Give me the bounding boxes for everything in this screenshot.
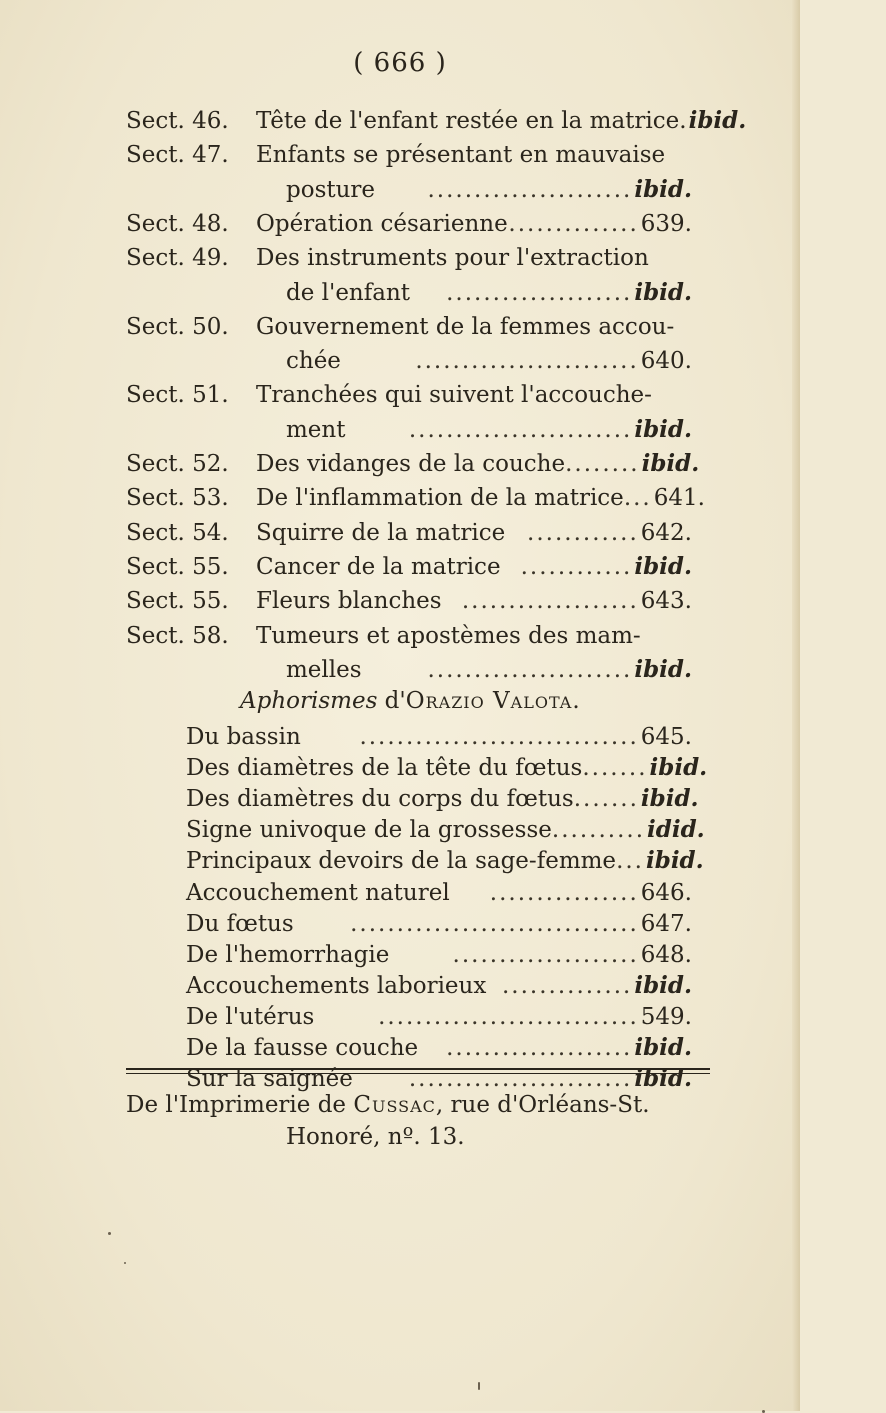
imprint-line-2: Honoré, nº. 13. <box>286 1124 465 1150</box>
entry-title: Tête de l'enfant restée en la matrice. <box>256 108 687 134</box>
aphorism-entry-line <box>186 938 692 972</box>
paper-speck <box>124 1262 126 1264</box>
aphorism-entry-line <box>186 1000 692 1034</box>
entry-title: posture <box>286 176 376 203</box>
leader-dots: ............ <box>520 553 633 580</box>
leader-dots: .......... <box>551 817 646 844</box>
page-reference: idid. <box>647 816 705 844</box>
section-entry-line <box>256 241 692 275</box>
entry-title: De l'utérus <box>186 1003 315 1030</box>
leader-dots: .............. <box>501 972 633 999</box>
entry-title: Squirre de la matrice <box>256 519 506 546</box>
section-entry-line <box>256 378 692 412</box>
section-number: Sect. 54. <box>126 519 229 546</box>
page-reference: ibid. <box>649 754 708 782</box>
entry-title: De la fausse couche <box>186 1035 419 1061</box>
page-reference: 639. <box>640 210 692 237</box>
leader-dots: ............................... <box>350 910 639 937</box>
section-number: Sect. 55. <box>126 588 229 615</box>
page-reference: 642. <box>640 519 692 546</box>
leader-dots: .............................. <box>359 724 639 750</box>
section-number: Sect. 51. <box>126 382 229 409</box>
leader-dots: ........................ <box>408 416 633 443</box>
page-reference: 643. <box>640 588 692 615</box>
page-reference: ibid. <box>634 1065 692 1093</box>
leader-dots: .................... <box>446 1035 633 1061</box>
aphorism-entry-line <box>186 969 692 1003</box>
aphorism-entry-line <box>186 907 692 941</box>
entry-title: de l'enfant <box>286 279 411 306</box>
section-number: Sect. 47. <box>126 142 229 169</box>
leader-dots: .............. <box>508 210 639 237</box>
page-reference: 647. <box>640 910 692 937</box>
section-entry-line <box>256 447 700 481</box>
leader-dots: ... <box>623 485 652 512</box>
aphorism-entry-line <box>186 876 692 910</box>
leader-dots: .................... <box>452 941 639 968</box>
imprint-line-1 <box>126 1090 726 1120</box>
section-entry-line <box>286 344 692 378</box>
entry-title: De l'hemorrhagie <box>186 941 390 968</box>
paper-speck <box>478 1382 480 1390</box>
section-number: Sect. 49. <box>126 245 229 272</box>
page-reference: 641. <box>653 485 705 512</box>
section-entry-line <box>256 584 692 618</box>
aphorism-entry-line <box>186 782 699 816</box>
page-edge <box>792 0 800 1411</box>
leader-dots: .................... <box>446 279 633 306</box>
imprint-printer: Cussac <box>353 1092 436 1118</box>
aphorisms-heading <box>240 684 581 718</box>
leader-dots: ........ <box>565 451 640 477</box>
entry-title: Principaux devoirs de la sage-femme <box>186 848 617 875</box>
end-rule <box>126 1068 710 1070</box>
section-entry-line <box>256 310 692 344</box>
page-reference: ibid. <box>634 278 692 306</box>
page-reference: 648. <box>640 941 692 968</box>
page-reference: ibid. <box>634 655 692 683</box>
page-reference: 646. <box>640 879 692 906</box>
aphorism-entry-line <box>186 813 705 847</box>
entry-title: Des diamètres du corps du fœtus <box>186 786 574 813</box>
page-reference: ibid. <box>646 847 704 875</box>
entry-title: Cancer de la matrice <box>256 553 501 580</box>
aphorism-entry-line <box>186 844 704 878</box>
entry-title: Tranchées qui suivent l'accouche- <box>256 382 652 409</box>
section-number: Sect. 46. <box>126 108 229 134</box>
leader-dots: ........................ <box>408 1066 633 1093</box>
entry-title: Enfants se présentant en mauvaise <box>256 142 666 169</box>
aphorisms-heading-italic: Aphorismes <box>240 688 378 714</box>
entry-title: ment <box>286 416 346 443</box>
section-entry-line <box>256 207 692 241</box>
imprint-suffix: , rue d'Orléans-St. <box>435 1092 650 1118</box>
entry-title: Signe univoque de la grossesse <box>186 817 552 844</box>
entry-title: De l'inflammation de la matrice <box>256 485 624 512</box>
aphorism-entry-line <box>186 720 692 754</box>
page-reference: ibid. <box>688 107 747 134</box>
leader-dots: ...................... <box>427 176 633 203</box>
leader-dots: ................... <box>461 588 639 615</box>
imprint-prefix: De l'Imprimerie de <box>126 1092 354 1118</box>
entry-title: Gouvernement de la femmes accou- <box>256 313 675 340</box>
section-number: Sect. 50. <box>126 313 229 340</box>
section-number: Sect. 55. <box>126 553 229 580</box>
section-number: Sect. 53. <box>126 485 229 512</box>
end-rule-thin <box>126 1073 710 1074</box>
leader-dots: ........................ <box>415 348 639 375</box>
entry-title: melles <box>286 656 362 683</box>
entry-title: Des instruments pour l'extraction <box>256 245 649 272</box>
page-reference: 549. <box>640 1003 692 1030</box>
section-entry-line <box>286 173 692 207</box>
page-reference: ibid. <box>634 1034 692 1061</box>
page-reference: 645. <box>640 724 692 750</box>
section-number: Sect. 52. <box>126 451 229 477</box>
aphorisms-heading-prefix: d' <box>377 688 406 714</box>
entry-title: Des diamètres de la tête du fœtus <box>186 755 583 782</box>
entry-title: Du fœtus <box>186 910 294 937</box>
section-entry-line <box>256 138 692 172</box>
page-number: ( 666 ) <box>353 48 447 78</box>
section-entry-line <box>286 653 692 687</box>
entry-title: Accouchements laborieux <box>186 972 487 999</box>
section-number: Sect. 58. <box>126 622 229 649</box>
aphorism-entry-line <box>186 751 708 785</box>
section-entry-line <box>256 104 747 138</box>
section-number: Sect. 48. <box>126 210 229 237</box>
section-entry-line <box>286 276 692 310</box>
section-entry-line <box>256 481 705 515</box>
page-reference: ibid. <box>640 785 699 813</box>
section-entry-line <box>256 619 692 653</box>
leader-dots: ... <box>616 848 644 875</box>
section-entry-line <box>286 413 692 447</box>
entry-title: Accouchement naturel <box>186 879 450 906</box>
entry-title: chée <box>286 348 341 375</box>
entry-title: Fleurs blanches <box>256 588 442 615</box>
page-reference: ibid. <box>641 450 700 477</box>
paper-speck <box>108 1232 111 1235</box>
page-reference: ibid. <box>634 175 692 203</box>
leader-dots: ............................ <box>378 1003 639 1030</box>
entry-title: Tumeurs et apostèmes des mam- <box>256 622 641 649</box>
page-reference: ibid. <box>634 552 692 580</box>
entry-title: Des vidanges de la couche <box>256 451 566 477</box>
page-reference: ibid. <box>634 971 692 999</box>
page-reference: ibid. <box>634 415 692 443</box>
page-reference: 640. <box>640 348 692 375</box>
leader-dots: ............ <box>527 519 639 546</box>
leader-dots: ...................... <box>427 656 633 683</box>
aphorism-entry-line <box>186 1031 692 1065</box>
entry-title: Du bassin <box>186 724 301 750</box>
leader-dots: ................ <box>489 879 639 906</box>
entry-title: Opération césarienne <box>256 210 508 237</box>
aphorisms-heading-author: Orazio Valota. <box>405 688 581 714</box>
leader-dots: ....... <box>573 786 639 813</box>
section-entry-line <box>256 516 692 550</box>
leader-dots: ....... <box>582 755 648 782</box>
section-entry-line <box>256 550 692 584</box>
entry-title: Sur la saignée <box>186 1066 353 1093</box>
